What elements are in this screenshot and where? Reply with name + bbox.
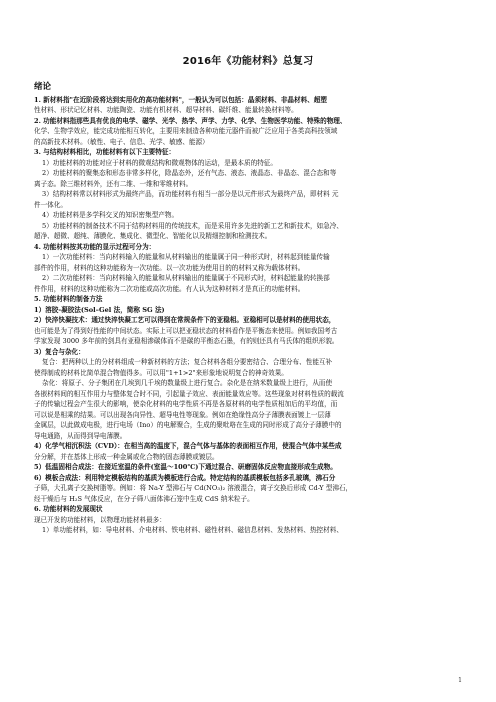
text-line: 子筛，大孔离子交换树脂等。例如：将 Na-Y 型沸石与 Cd(NO₃)₂ 溶液混合，离子交换后形成 Cd-Y 型沸石， (34, 484, 353, 492)
text-lines (34, 95, 464, 536)
text-line: 学家发现 3000 多年前的剑具有亚稳相渗碳体而不是碳的平衡态石墨，有的则还具有马氏体的组织形貌。 (34, 337, 339, 345)
text-line: 也可能是为了得到好性能的中间状态。实际上可以把亚稳状态的材料看作是平衡态来使用。例如我国考古 (34, 326, 338, 335)
text-line: 现已开发的功能材料，以物理功能材料最多： (34, 515, 166, 524)
text-line: 性材料、形状记忆材料、功能陶瓷、功能有机材料、超导材料、碳纤维、能量转换材料等。 (34, 106, 298, 114)
text-line: 5）低温固相合成法：在接近室温的条件(室温～100℃)下通过混合、研磨固体反应物直接形成生成物。 (34, 463, 337, 471)
text-line: 件作用，材料的这种功能称为二次功能或高次功能。有人认为这种材料才是真正的功能材料。 (34, 284, 305, 293)
text-line: 离子态。除三维材料外，还有二维、一维和零维材料。 (34, 179, 193, 188)
page-number: 1 (458, 677, 462, 684)
text-line: 5）功能材料的制备技术不同于结构材料用的传统技术，而是采用许多先进的新工艺和新技术，如急冷、 (42, 221, 343, 230)
text-line: 2）功能材料的聚集态和形态非常多样化，除晶态外，还有气态、液态、液晶态、非晶态、混合态和等 (42, 169, 337, 177)
text-line: 2）快淬快凝技术：通过快淬快凝工艺可以得到在常规条件下的亚稳相。亚稳相可以是材料的使用状态， (34, 316, 336, 324)
text-line: 6）模板合成法：利用特定模板结构的基质为模板进行合成。特定结构的基质模板包括多孔玻璃，沸石分 (34, 473, 336, 482)
text-line: 各嵌材料间的相互作用力与整体复合时不同，引起量子效应、表面能量效应等。这些现象对材料性质的载流 (34, 389, 344, 398)
text-line: 5. 功能材料的制备方法 (34, 295, 103, 303)
text-line: 1）溶胶-凝胶法(Sol–Gel 法，简称 SG 法) (34, 305, 165, 314)
text-line: 部件的作用，材料的这种功能称为一次功能。以一次功能为使用目的的材料又称为载体材料。 (34, 263, 305, 272)
text-line: 3）结构材料常以材料形式为最终产品，而功能材料有相当一部分是以元件形式为最终产品，即材料 元 (42, 190, 339, 198)
text-line: 3）复合与杂化： (34, 347, 85, 356)
text-line: 子的传输过程会产生很大的影响，使杂化材料的电学性质不再是各原材料的电学性质相加后的平均值，而 (34, 400, 338, 408)
section-heading: 绪论 (34, 82, 52, 92)
text-line: 件一体化。 (34, 200, 67, 209)
text-line: 4. 功能材料按其功能的显示过程可分为： (34, 242, 156, 251)
text-line: 1. 新材料指"在近阶段将达到实用化的高功能材料"，一般认为可以包括：晶须材料、非晶材料、超塑 (34, 95, 327, 104)
text-line: 超净、超微、超纯、薄膜化、集成化、微型化、智能化以及精细控制和检测技术。 (34, 232, 272, 240)
document-body (34, 82, 464, 536)
text-line: 1）一次功能材料：当向材料输入的能量和从材料输出的能量属于同一种形式时，材料起到能量传输 (42, 253, 330, 261)
text-line: 金属层，以此做成电极，进行电场（Ino）的电解聚合，生成的聚吡咯在生成的同时形成了高分子薄膜中的 (34, 421, 342, 429)
text-line: 化学、生物学效应，能完成功能相互转化，主要用来制造各种功能元器件而被广泛应用于各类高科技领域 (34, 127, 338, 135)
text-line: 1）单功能材料，如：导电材料、介电材料、铁电材料、磁性材料、磁信息材料、发热材料、热控材料、 (42, 526, 343, 534)
page-title: 2016年《功能材料》总复习 (182, 56, 314, 67)
text-line: 6. 功能材料的发展现状 (34, 505, 103, 513)
text-line: 2）二次功能材料：当向材料输入的能量和从材料输出的能量属于不同形式时，材料起能量的转换部 (42, 274, 330, 282)
text-line: 经干燥后与 H₂S 气体反应，在分子筛八面体沸石笼中生成 CdS 纳米粒子。 (34, 494, 254, 503)
text-line: 的高新技术材料。（敏性、电子、信息、光学、敏感、能源） (34, 137, 209, 146)
text-line: 分分解，并在基体上形成一种金属或化合物的固态薄膜或镀层。 (34, 452, 219, 461)
text-line: 杂化：将原子、分子集团在几埃到几千埃的数量级上进行复合。杂化是在纳米数量级上进行，从而使 (42, 379, 333, 387)
text-line: 3. 与结构材料相比，功能材料有以下主要特征： (34, 148, 176, 156)
text-line: 4）化学气相沉积法（CVD）：在相当高的温度下，混合气体与基体的表面相互作用，使混合气体中某些成 (34, 442, 342, 450)
text-line: 2. 功能材料指那些具有优良的电学、磁学、光学、热学、声学、力学、化学、生物医学功能、特殊的物理、 (34, 116, 347, 125)
text-line: 可以说是相乘的结果。可以出现各向异性、超导电性等现象。例如在绝缘性高分子薄膜表面镀上一层薄 (34, 410, 331, 419)
text-line: 导电通路，从而得到导电薄膜。 (34, 431, 127, 440)
text-line: 复合：把两种以上的分材料组成一种新材料的方法；复合材料各组分要密结合、合理分布、性能互补 (42, 358, 333, 366)
text-line: 1）功能材料的功能对应于材料的微观结构和微观物体的运动，是最本质的特征。 (42, 158, 277, 167)
text-line: 4）功能材料是多学科交叉的知识密集型产物。 (42, 211, 179, 219)
text-line: 使得制成的材料比简单混合物值得多。可以用"1+1>2"来形象地说明复合的神奇效果。 (34, 368, 288, 377)
